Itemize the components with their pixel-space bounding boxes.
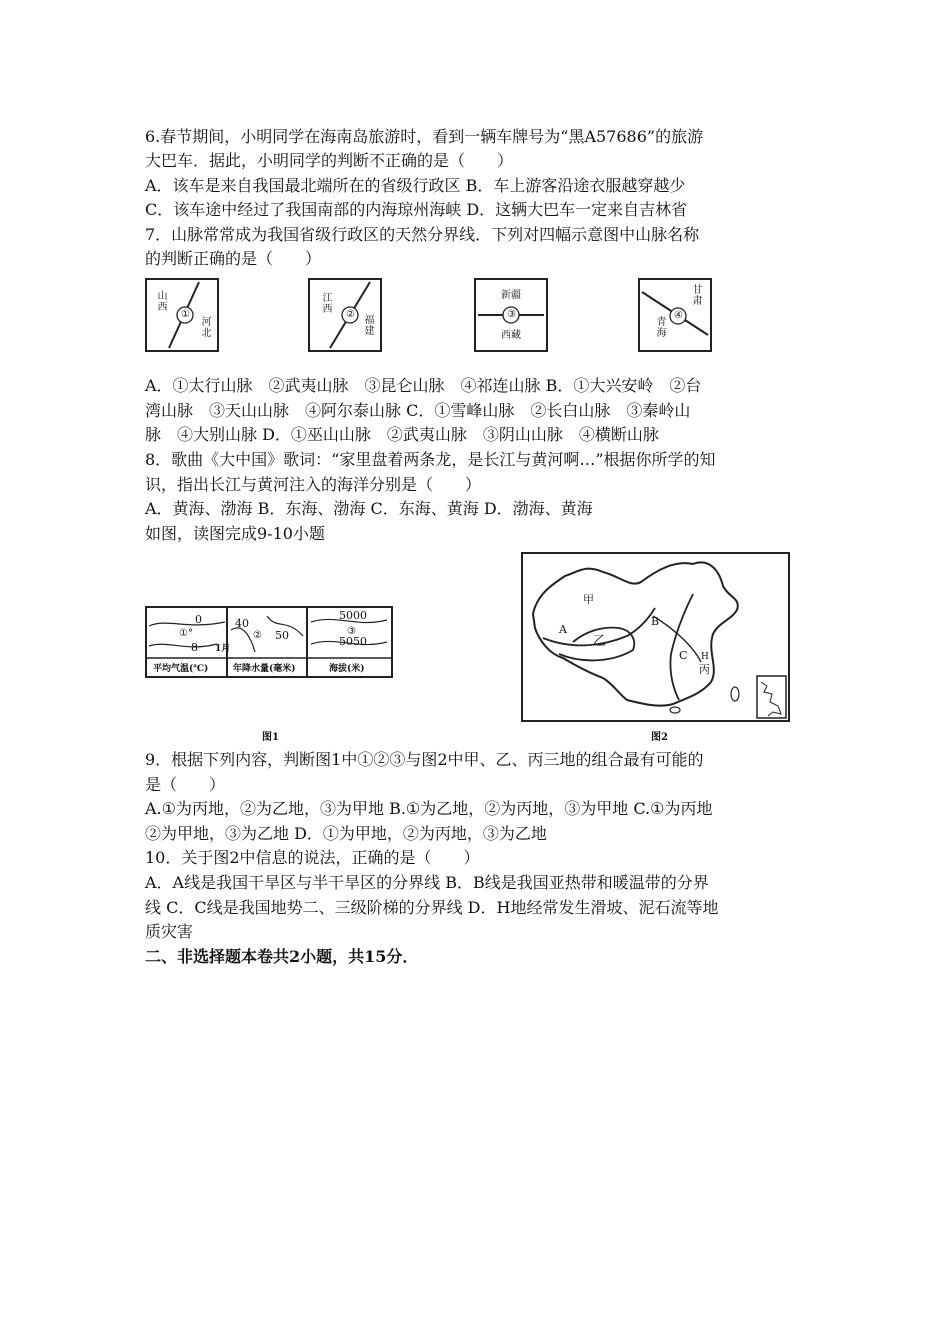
box2-right-label: 福建 xyxy=(362,314,373,336)
q9-stem-line1: 9．根据下列内容，判断图1中①②③与图2中甲、乙、丙三地的组合最有可能的 xyxy=(145,750,704,769)
q10-options-3: 质灾害 xyxy=(145,922,194,941)
fig1-jan-tag: 1月 xyxy=(215,644,231,654)
q6-options-2: C．该车途中经过了我国南部的内海琼州海峡 D．这辆大巴车一定来自吉林省 xyxy=(145,200,688,219)
map-label-jia: 甲 xyxy=(583,593,594,606)
map-label-B: B xyxy=(651,615,660,628)
q8-stem-line1: 8．歌曲《大中国》歌词：“家里盘着两条龙，是长江与黄河啊…”根据你所学的知 xyxy=(145,450,716,469)
fig1-value-8: 8 xyxy=(191,641,198,654)
q8-options: A．黄海、渤海 B．东海、渤海 C．东海、黄海 D．渤海、黄海 xyxy=(145,499,593,518)
q7-options-1: A．①太行山脉 ②武夷山脉 ③昆仑山脉 ④祁连山脉 B．①大兴安岭 ②台 xyxy=(145,376,702,395)
fig1-marker-1: ①° xyxy=(179,628,193,639)
map-label-A: A xyxy=(559,623,567,636)
fig1-caption-precip: 年降水量(毫米) xyxy=(233,664,296,674)
q7-stem-line1: 7．山脉常常成为我国省级行政区的天然分界线．下列对四幅示意图中山脉名称 xyxy=(145,225,700,244)
fig2-label: 图2 xyxy=(651,732,668,743)
fig1-value-0: 0 xyxy=(195,613,202,626)
box4-top-label: 甘肃 xyxy=(690,284,701,306)
q9-options-1: A.①为丙地，②为乙地，③为甲地 B.①为乙地，②为丙地，③为甲地 C.①为丙地 xyxy=(145,799,713,818)
fig1-value-5050: 5050 xyxy=(339,635,367,648)
map-label-C: C xyxy=(679,649,688,662)
q7-options-3: 脉 ④大别山脉 D．①巫山山脉 ②武夷山脉 ③阴山山脉 ④横断山脉 xyxy=(145,425,659,444)
q7-options-2: 湾山脉 ③天山山脉 ④阿尔泰山脉 C．①雪峰山脉 ②长白山脉 ③秦岭山 xyxy=(145,401,691,420)
fig1-value-40: 40 xyxy=(235,617,249,630)
fig1-label: 图1 xyxy=(262,732,279,743)
map-label-yi: 乙 xyxy=(593,634,607,649)
q6-stem-line1: 6.春节期间，小明同学在海南岛旅游时，看到一辆车牌号为“黑A57686”的旅游 xyxy=(145,127,704,146)
box4-bottom-label: 青海 xyxy=(654,316,665,338)
fig1-value-50: 50 xyxy=(275,629,289,642)
box1-number: ① xyxy=(181,309,190,320)
map-label-H: H xyxy=(701,652,709,662)
box3-top-label: 新疆 xyxy=(501,290,521,301)
q6-options-1: A．该车是来自我国最北端所在的省级行政区 B．车上游客沿途衣服越穿越少 xyxy=(145,176,686,195)
intro-9-10: 如图，读图完成9-10小题 xyxy=(145,524,325,543)
fig1-caption-elev: 海拔(米) xyxy=(329,664,365,674)
q10-options-1: A．A线是我国干旱区与半干旱区的分界线 B．B线是我国亚热带和暖温带的分界 xyxy=(145,873,709,892)
fig1-marker-2: ② xyxy=(253,630,262,641)
mountain-box-1 xyxy=(145,278,219,352)
box3-bottom-label: 西藏 xyxy=(501,330,521,341)
q7-stem-line2: 的判断正确的是（ ） xyxy=(145,249,322,268)
box1-left-label: 山西 xyxy=(155,290,166,312)
q9-options-2: ②为甲地，③为乙地 D．①为甲地，②为丙地，③为乙地 xyxy=(145,824,547,843)
mountain-box-4 xyxy=(638,278,712,352)
fig1-value-5000: 5000 xyxy=(339,609,367,622)
map-label-bing: 丙 xyxy=(699,663,710,676)
q10-options-2: 线 C．C线是我国地势二、三级阶梯的分界线 D．H地经常发生滑坡、泥石流等地 xyxy=(145,898,719,917)
q8-stem-line2: 识，指出长江与黄河注入的海洋分别是（ ） xyxy=(145,475,482,494)
mountain-box-2 xyxy=(308,278,382,352)
q6-stem-line2: 大巴车．据此，小明同学的判断不正确的是（ ） xyxy=(145,151,514,170)
section-2-heading: 二、非选择题本卷共2小题，共15分． xyxy=(145,947,419,966)
box3-number: ③ xyxy=(507,309,516,320)
fig1-caption-temp: 平均气温(℃) xyxy=(153,664,209,674)
box2-left-label: 江西 xyxy=(320,292,331,314)
figure-2-map xyxy=(521,552,790,722)
q9-stem-line2: 是（ ） xyxy=(145,775,226,794)
box1-right-label: 河北 xyxy=(199,316,210,338)
q10-stem: 10．关于图2中信息的说法，正确的是（ ） xyxy=(145,848,480,867)
box2-number: ② xyxy=(346,309,355,320)
box4-number: ④ xyxy=(674,310,683,321)
figure-1 xyxy=(145,606,393,678)
fig1-marker-3: ③ xyxy=(347,626,356,637)
mountain-box-3 xyxy=(474,278,548,352)
